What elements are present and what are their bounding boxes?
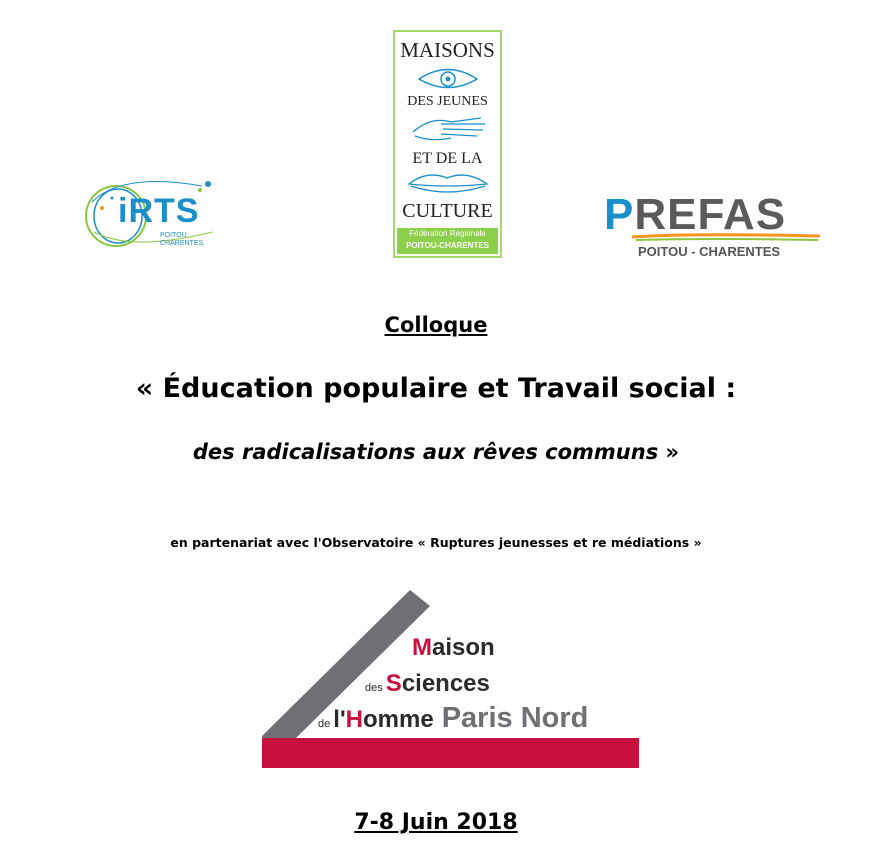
msh-line-1	[412, 634, 495, 662]
prefas-initial: P	[604, 190, 635, 239]
mjc-band-line1: Fédération Régionale	[409, 229, 486, 238]
mjc-logo	[393, 30, 502, 258]
mjc-band-line2: POITOU-CHARENTES	[406, 241, 489, 250]
mjc-line-3: ET DE LA	[412, 150, 483, 167]
mjc-line-1: MAISONS	[400, 38, 495, 62]
irts-region-line1: POITOU	[160, 232, 187, 239]
msh-initial-h: H	[345, 706, 364, 733]
event-date	[0, 810, 872, 835]
event-subtitle	[0, 440, 872, 464]
event-title: « Éducation populaire et Travail social :	[135, 373, 737, 404]
prefas-rest: REFAS	[634, 190, 787, 239]
msh-line-2	[365, 670, 490, 698]
msh-word-ciences: ciences	[401, 670, 490, 697]
msh-small-des: des	[365, 682, 386, 694]
heading-text: Colloque	[384, 313, 488, 337]
msh-prefix-l: l'	[333, 706, 346, 733]
msh-initial-s: S	[385, 670, 402, 697]
subtitle-italic: des radicalisations aux rêves communs	[192, 440, 659, 464]
mouth-icon	[407, 170, 489, 196]
date-text: 7-8 Juin 2018	[354, 810, 518, 835]
hand-icon	[411, 112, 489, 142]
msh-word-omme: omme	[363, 706, 434, 733]
eye-icon	[417, 64, 479, 94]
subtitle-close: »	[658, 440, 680, 464]
partnership-line: en partenariat avec l'Observatoire « Ruptures jeunesses et re médiations »	[170, 535, 702, 550]
mjc-line-2: DES JEUNES	[407, 94, 488, 109]
msh-word-aison: aison	[432, 634, 495, 661]
brushstroke-graphic	[630, 232, 824, 244]
event-type-heading	[0, 313, 872, 337]
mjc-line-4: CULTURE	[402, 200, 493, 222]
msh-paris-nord: Paris Nord	[441, 702, 589, 734]
msh-initial-m: M	[412, 634, 432, 661]
msh-logo	[262, 588, 642, 773]
prefas-region: POITOU - CHARENTES	[638, 244, 781, 259]
irts-wordmark: iRTS	[118, 192, 200, 230]
irts-region-line2: CHARENTES	[160, 240, 204, 247]
irts-logo	[82, 172, 222, 262]
mjc-federation-band	[397, 228, 498, 254]
msh-small-de: de	[318, 718, 334, 730]
msh-line-3	[318, 702, 588, 735]
prefas-logo	[604, 190, 824, 270]
